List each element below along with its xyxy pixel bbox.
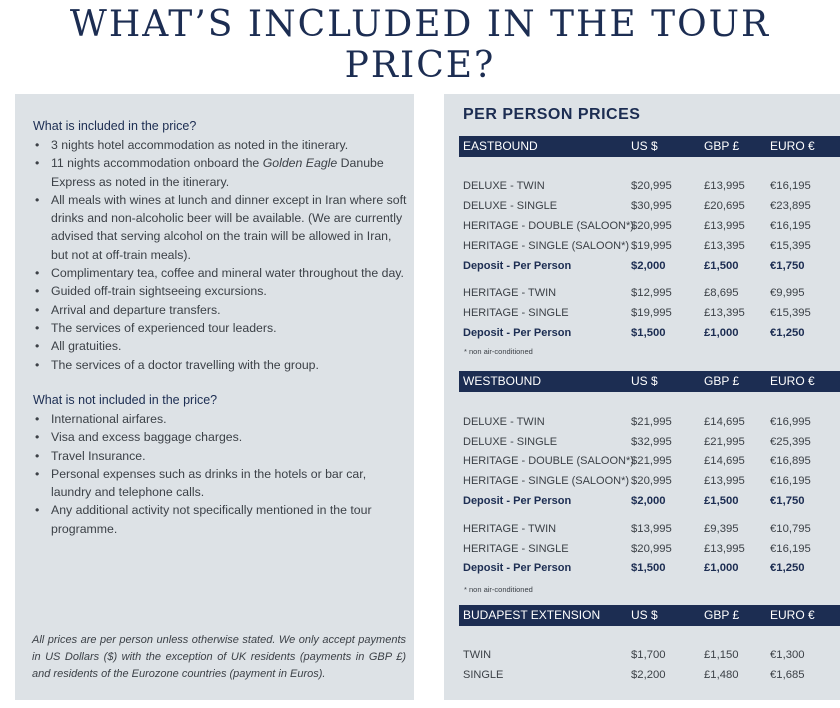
westbound-title: WESTBOUND <box>463 374 541 388</box>
deposit-row: Deposit - Per Person $1,500 £1,000 €1,250 <box>463 327 805 339</box>
list-item: • International airfares. <box>35 412 167 426</box>
payment-footnote: All prices are per person unless otherwise stated. We only accept payments in US Dollars ($) with the exception of UK residents (payments in GBP £) and residents of the Eurozone countries (payment in Euros). <box>32 634 406 680</box>
page-title: WHAT’S INCLUDED IN THE TOUR PRICE? <box>69 4 771 86</box>
eastbound-header <box>459 136 840 157</box>
prices-title: PER PERSON PRICES <box>463 106 641 123</box>
deposit-row: Deposit - Per Person $1,500 £1,000 €1,250 <box>463 562 805 574</box>
list-item: • Personal expenses such as drinks in the hotels or bar car, laundry and telephone calls. <box>35 466 367 500</box>
price-row: HERITAGE - TWIN $12,995 £8,695 €9,995 <box>463 287 805 299</box>
list-item: • Arrival and departure transfers. <box>35 302 221 317</box>
list-item: • All meals with wines at lunch and dinner except in Iran where soft drinks and non-alcoholic beer will be available. (We are currently advised that serving alcohol on the train will be allowed in Iran, but not at off-train meals). <box>35 192 407 262</box>
list-item: • Any additional activity not specifically mentioned in the tour programme. <box>35 503 372 536</box>
col-gbp: GBP £ <box>704 374 740 388</box>
col-gbp: GBP £ <box>704 139 740 153</box>
prices-panel <box>444 94 840 700</box>
not-included-list <box>33 410 409 538</box>
col-gbp: GBP £ <box>704 608 740 622</box>
col-eur: EURO € <box>770 608 815 622</box>
inclusions-panel <box>15 94 414 700</box>
not-included-heading: What is not included in the price? <box>33 393 218 407</box>
price-row: HERITAGE - SINGLE $20,995 £13,995 €16,195 <box>463 543 811 555</box>
list-item: • Travel Insurance. <box>35 448 146 463</box>
price-row: DELUXE - SINGLE $32,995 £21,995 €25,395 <box>463 436 811 448</box>
price-row: HERITAGE - SINGLE (SALOON*) $19,995 £13,395 €15,395 <box>463 240 811 252</box>
price-row: HERITAGE - SINGLE $19,995 £13,395 €15,395 <box>463 307 811 319</box>
price-row: HERITAGE - SINGLE (SALOON*) $20,995 £13,995 €16,195 <box>463 475 811 487</box>
deposit-row: Deposit - Per Person $2,000 £1,500 €1,750 <box>463 495 805 507</box>
list-item: • Visa and excess baggage charges. <box>35 430 243 445</box>
price-row: HERITAGE - DOUBLE (SALOON*) $21,995 £14,695 €16,895 <box>463 455 811 467</box>
westbound-header <box>459 371 840 392</box>
list-item: • Guided off-train sightseeing excursions. <box>35 284 267 299</box>
aircon-note: * non air-conditioned <box>464 585 533 594</box>
price-row: TWIN $1,700 £1,150 €1,300 <box>463 649 805 661</box>
price-row: HERITAGE - DOUBLE (SALOON*) $20,995 £13,995 €16,195 <box>463 220 811 232</box>
price-row: SINGLE $2,200 £1,480 €1,685 <box>463 669 805 681</box>
price-row: DELUXE - SINGLE $30,995 £20,695 €23,895 <box>463 200 811 212</box>
list-item: • 11 nights accommodation onboard the Golden Eagle Danube Express as noted in the itinerary. <box>35 156 384 189</box>
budapest-header <box>459 605 840 626</box>
col-eur: EURO € <box>770 139 815 153</box>
list-item: • All gratuities. <box>35 339 122 354</box>
list-item: • The services of experienced tour leaders. <box>35 320 277 335</box>
deposit-row: Deposit - Per Person $2,000 £1,500 €1,750 <box>463 260 805 272</box>
col-usd: US $ <box>631 374 658 388</box>
included-list <box>33 136 409 374</box>
eastbound-title: EASTBOUND <box>463 139 538 153</box>
col-eur: EURO € <box>770 374 815 388</box>
price-row: HERITAGE - TWIN $13,995 £9,395 €10,795 <box>463 523 811 535</box>
aircon-note: * non air-conditioned <box>464 347 533 356</box>
price-row: DELUXE - TWIN $20,995 £13,995 €16,195 <box>463 180 811 192</box>
budapest-title: BUDAPEST EXTENSION <box>463 608 601 622</box>
col-usd: US $ <box>631 608 658 622</box>
price-row: DELUXE - TWIN $21,995 £14,695 €16,995 <box>463 416 811 428</box>
included-heading: What is included in the price? <box>33 119 197 133</box>
list-item: • The services of a doctor travelling with the group. <box>35 357 319 372</box>
list-item: • 3 nights hotel accommodation as noted in the itinerary. <box>35 138 349 152</box>
col-usd: US $ <box>631 139 658 153</box>
list-item: • Complimentary tea, coffee and mineral water throughout the day. <box>35 266 404 281</box>
